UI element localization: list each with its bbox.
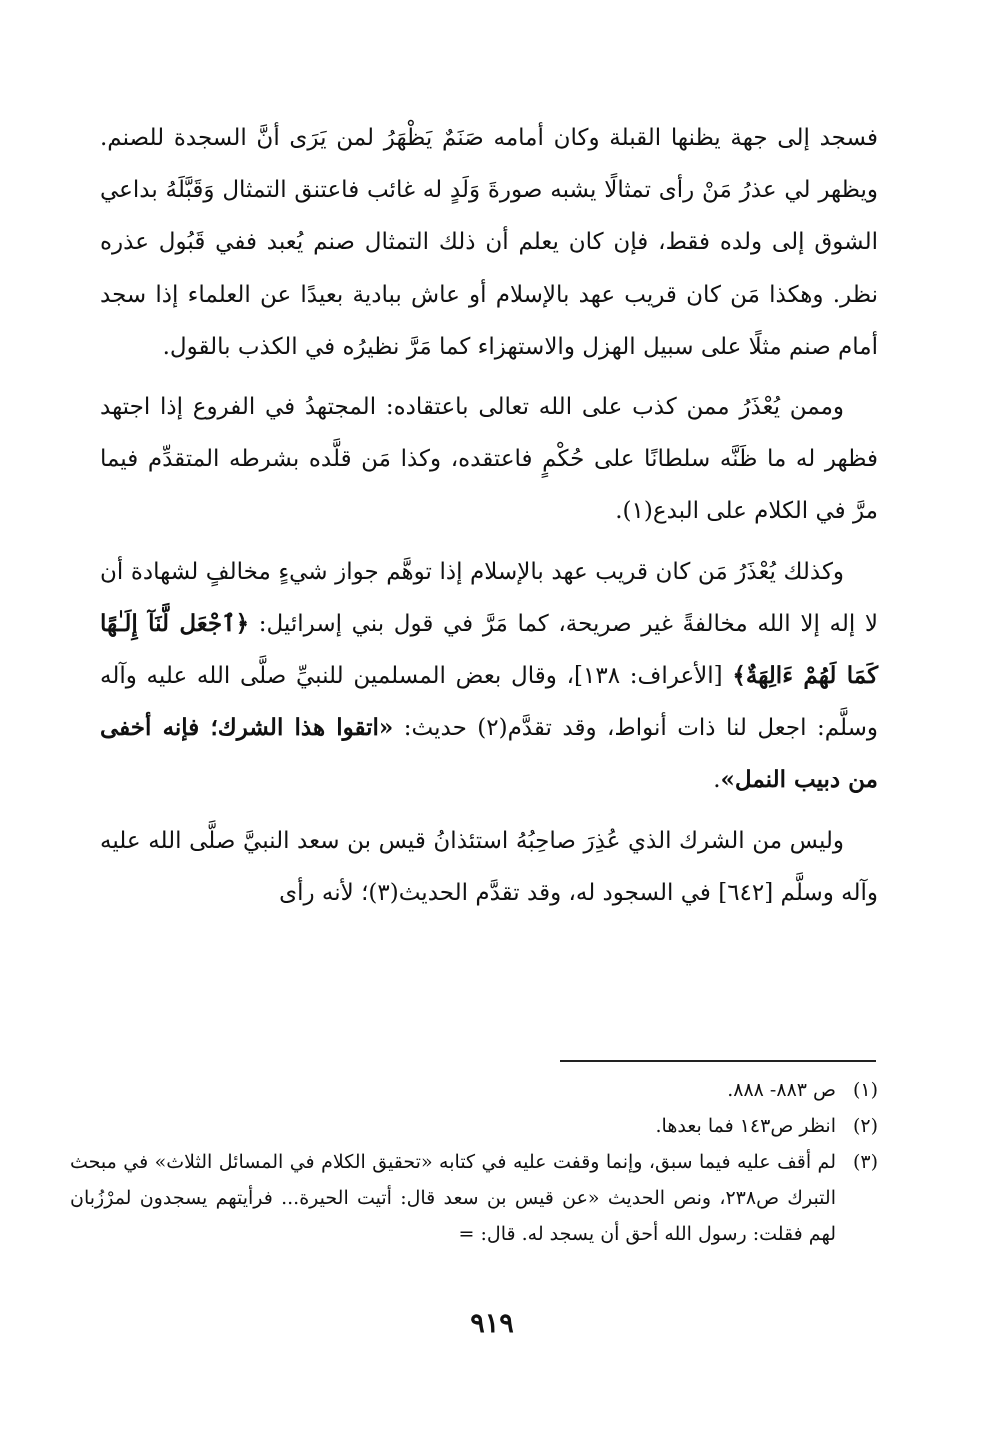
paragraph-3-text-middle: [الأعراف: ١٣٨]، وقال بعض المسلمين للنبيِّ صلَّى الله عليه وآله وسلَّم: اجعل لنا ذات أنواط، وقد تقدَّم(٢) حديث: [100, 663, 879, 742]
footnote-separator [560, 1060, 876, 1062]
quran-verse: ﴿ٱجْعَل لَّنَآ إِلَـٰهًا كَمَا لَهُمْ ءَالِهَةٌ﴾ [100, 609, 879, 690]
footnotes [70, 1072, 878, 1252]
footnote-text: انظر ص١٤٣ فما بعدها. [655, 1115, 836, 1137]
paragraph-1: فسجد إلى جهة يظنها القبلة وكان أمامه صَنَمٌ يَظْهَرُ لمن يَرَى أنَّ السجدة للصنم. ويظهر لي عذرُ مَنْ رأى تمثالًا يشبه صورةَ وَلَدٍ له غائب فاعتنق التمثال وَقَبَّلَهُ بداعي الشوق إلى ولده فقط، فإن كان يعلم أن ذلك التمثال صنم يُعبد ففي قَبُول عذره نظر. وهكذا مَن كان قريب عهد بالإسلام أو عاش ببادية بعيدًا عن العلماء إذا سجد أمام صنم مثلًا على سبيل الهزل والاستهزاء كما مَرَّ نظيرُه في الكذب بالقول. [100, 125, 878, 360]
paragraph-3-text-before: وكذلك يُعْذَرُ مَن كان قريب عهد بالإسلام إذا توهَّم جواز شيءٍ مخالفٍ لشهادة أن لا إله إلا الله مخالفةً غير صريحة، كما مَرَّ في قول بني إسرائيل: [100, 558, 878, 637]
footnote-number: (٢) [852, 1115, 878, 1137]
footnote-number: (١) [852, 1079, 878, 1101]
page-number: ٩١٩ [470, 1308, 514, 1339]
footnote-3 [70, 1144, 878, 1252]
paragraph-3 [100, 546, 878, 807]
footnote-text: لم أقف عليه فيما سبق، وإنما وقفت عليه في كتابه «تحقيق الكلام في المسائل الثلاث» في مبحث التبرك ص٢٣٨، ونص الحديث «عن قيس بن سعد قال: أتيت الحيرة... فرأيتهم يسجدون لمرْزُبان لهم فقلت: رسول الله أحق أن يسجد له. قال: = [70, 1151, 836, 1245]
hadith-quote: «اتقوا هذا الشرك؛ فإنه أخفى من دبيب النمل» [100, 714, 878, 794]
footnote-2 [70, 1108, 878, 1144]
footnote-1 [70, 1072, 878, 1108]
paragraph-2: وممن يُعْذَرُ ممن كذب على الله تعالى باعتقاده: المجتهدُ في الفروع إذا اجتهد فظهر له ما ظَنَّه سلطانًا على حُكْمٍ فاعتقده، وكذا مَن قلَّده بشرطه المتقدِّم فيما مرَّ في الكلام على البدع(١). [100, 394, 878, 525]
main-text [100, 112, 878, 927]
footnote-text: ص ٨٨٣- ٨٨٨. [727, 1079, 836, 1101]
paragraph-4: وليس من الشرك الذي عُذِرَ صاحِبُهُ استئذانُ قيس بن سعد النبيَّ صلَّى الله عليه وآله وسلَّم [٦٤٢] في السجود له، وقد تقدَّم الحديث(٣)؛ لأنه رأى [100, 827, 878, 906]
footnote-number: (٣) [852, 1151, 878, 1173]
paragraph-3-text-after: . [713, 767, 721, 794]
